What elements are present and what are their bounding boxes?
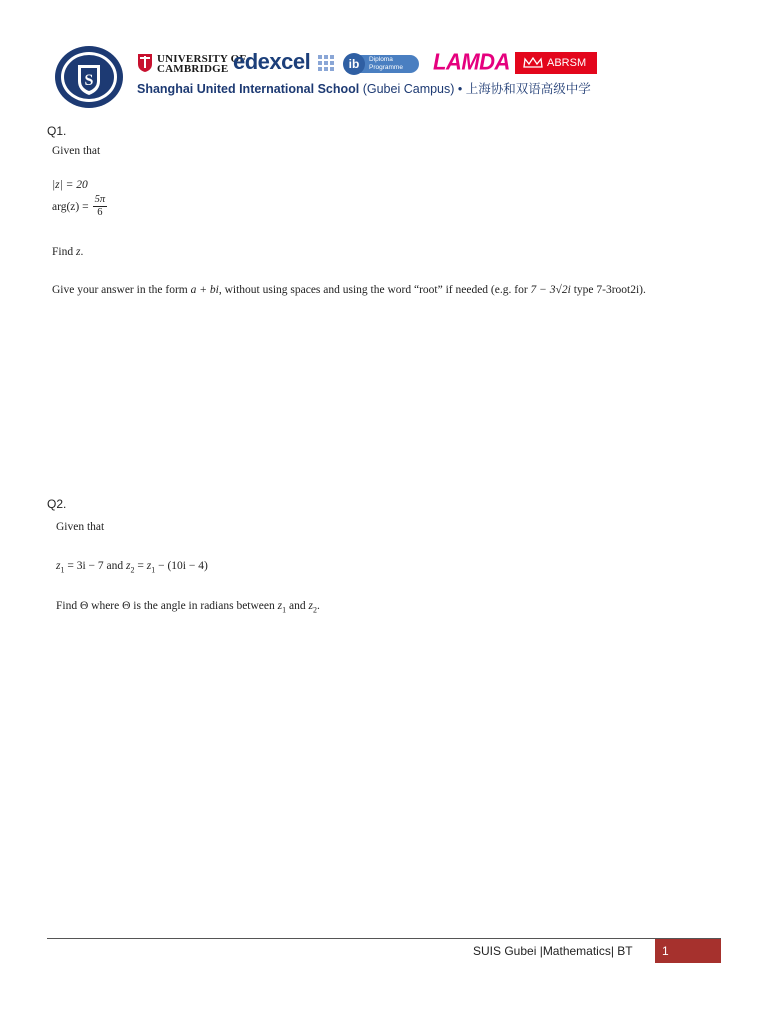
q2-z2-sub: 2 — [130, 565, 135, 575]
q1-arg-lhs: arg(z) = — [52, 200, 89, 213]
abrsm-logo — [515, 52, 597, 74]
svg-text:ib: ib — [348, 57, 360, 71]
q1-arg-fraction — [93, 194, 108, 219]
q1-find-end: . — [80, 246, 84, 258]
q2-find-z1-sub: 1 — [282, 605, 287, 615]
school-chinese: 上海协和双语高级中学 — [465, 82, 591, 96]
footer-divider — [47, 938, 721, 939]
q2-find-z2: z — [308, 600, 313, 612]
q2-find-b: and — [286, 600, 309, 612]
q2-z1b: z — [146, 560, 152, 572]
q2-eq-part1: = 3i − 7 and — [64, 560, 127, 572]
q1-arg-num: 5π — [94, 194, 106, 205]
q2-equation — [56, 560, 208, 574]
abrsm-text: ABRSM — [547, 57, 587, 69]
q1-instr-form: a + bi — [190, 284, 219, 296]
q1-instr-c: type 7-3root2i). — [570, 284, 646, 296]
q2-eq-part3: − (10i − 4) — [155, 560, 208, 572]
crown-icon — [523, 57, 543, 69]
q2-find-a: Find Θ where Θ is the angle in radians between — [56, 600, 278, 612]
q1-arg-den: 6 — [97, 207, 103, 218]
q2-eq-part2: = — [134, 560, 147, 572]
q1-instr-example: 7 − 3√2i — [530, 284, 571, 296]
suis-crest-icon — [54, 45, 124, 109]
ib-line1: Diploma — [369, 56, 393, 63]
q1-instr-b: , without using spaces and using the word “root” if needed (e.g. for — [218, 284, 531, 296]
q2-z1b-sub: 1 — [151, 565, 156, 575]
school-name — [137, 79, 591, 97]
cambridge-line2: CAMBRIDGE — [157, 63, 229, 75]
q2-find-z1: z — [277, 600, 283, 612]
q1-argument — [52, 194, 107, 219]
lamda-logo: LAMDA — [433, 48, 510, 75]
q1-find-text: Find — [52, 246, 76, 258]
q2-z1: z — [56, 560, 61, 572]
q2-z2: z — [126, 560, 131, 572]
ib-line2: Programme — [369, 63, 403, 71]
q1-instr-a: Give your answer in the form — [52, 284, 191, 296]
q1-label: Q1. — [47, 124, 67, 138]
page-number: 1 — [662, 944, 669, 958]
q1-modulus — [52, 179, 88, 191]
q2-find — [56, 600, 320, 614]
q2-given: Given that — [56, 521, 105, 533]
q2-z1-sub: 1 — [60, 565, 65, 575]
school-campus: (Gubei Campus) • — [359, 82, 466, 96]
q2-label: Q2. — [47, 497, 67, 511]
q1-find-var: z — [75, 246, 81, 258]
ib-logo — [343, 53, 421, 75]
svg-text:S: S — [84, 72, 94, 89]
q1-modulus-text: |z| = 20 — [52, 179, 88, 191]
edexcel-dots-icon — [318, 55, 338, 75]
cambridge-line1: UNIVERSITY OF — [157, 53, 247, 65]
q1-instruction — [52, 284, 646, 296]
q2-find-c: . — [316, 600, 320, 612]
footer-text: SUIS Gubei |Mathematics| BT — [473, 944, 633, 958]
edexcel-logo: edexcel — [233, 49, 311, 74]
q2-find-z2-sub: 2 — [312, 605, 317, 615]
q1-given: Given that — [52, 145, 101, 157]
school-name-bold: Shanghai United International School — [137, 82, 360, 96]
q1-find — [52, 246, 83, 258]
cambridge-shield-icon — [137, 53, 153, 73]
